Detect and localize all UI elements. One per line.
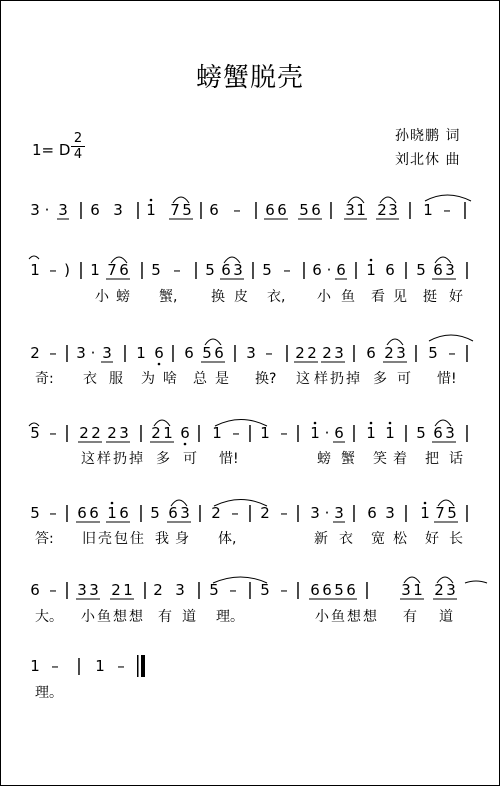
- lyric-syllable: 看: [371, 289, 385, 305]
- note: 2: [307, 344, 317, 362]
- barline: |: [284, 343, 290, 363]
- tie: [429, 335, 473, 341]
- note: 7: [170, 201, 180, 219]
- note: 3: [58, 201, 68, 219]
- dot: ·: [90, 344, 96, 362]
- note: 7: [107, 261, 117, 279]
- note: 7: [435, 504, 445, 522]
- notation-layer: [30, 199, 470, 701]
- note: 6: [336, 261, 346, 279]
- lyric-syllable: 好: [449, 289, 463, 305]
- note: 3: [446, 581, 456, 599]
- note: 6: [265, 201, 275, 219]
- barline: |: [464, 503, 470, 523]
- note: 6: [30, 581, 40, 599]
- note: 2: [322, 344, 332, 362]
- sustain-dash: –: [448, 344, 456, 362]
- note: 1: [413, 581, 423, 599]
- lyric-syllable: 松: [393, 531, 407, 547]
- note: 3: [233, 261, 243, 279]
- note: 1: [212, 424, 222, 442]
- lyric-syllable: 衣,: [267, 289, 286, 305]
- note: 6: [90, 201, 100, 219]
- lyric-syllable: 着: [393, 451, 407, 467]
- barline: |: [64, 503, 70, 523]
- slur-marks: [29, 195, 487, 583]
- lyric-syllable: 道: [182, 609, 196, 625]
- sustain-dash: –: [443, 201, 451, 219]
- lyric-syllable: 样: [97, 451, 111, 467]
- lyric-syllable: 皮: [234, 289, 248, 305]
- sustain-dash: –: [232, 424, 240, 442]
- note: 5: [209, 581, 219, 599]
- lyric-syllable: 好: [425, 531, 439, 547]
- barline: |: [250, 260, 256, 280]
- lyric-syllable: 想: [129, 609, 143, 625]
- lyric-syllable: 为: [141, 371, 155, 387]
- barline: |: [295, 423, 301, 443]
- note: 6: [346, 581, 356, 599]
- lyric-syllable: 鱼: [331, 609, 345, 625]
- lyric-syllable: 新: [314, 531, 328, 547]
- lyric-syllable: 衣: [339, 531, 353, 547]
- high-octave-dot: [370, 422, 373, 425]
- lyric-syllable: 多: [373, 371, 387, 387]
- barline: |: [464, 343, 470, 363]
- lyric-syllable: 宽: [371, 531, 385, 547]
- note: 6: [311, 201, 321, 219]
- note: 1: [366, 261, 376, 279]
- lyric-syllable: 挺: [423, 289, 437, 305]
- lyric-syllable: 答:: [35, 531, 54, 547]
- note: 6: [310, 581, 320, 599]
- sustain-dash: –: [280, 424, 288, 442]
- barline: |: [247, 503, 253, 523]
- barline: |: [196, 423, 202, 443]
- barline: |: [301, 260, 307, 280]
- sustain-dash: –: [49, 581, 57, 599]
- lyric-syllable: 理。: [35, 685, 63, 701]
- barline: |: [464, 260, 470, 280]
- lyric-syllable: 掉: [346, 371, 360, 387]
- lyric-syllable: 鱼: [97, 609, 111, 625]
- barline: |: [64, 580, 70, 600]
- tie: [215, 420, 267, 427]
- note: 6: [221, 261, 231, 279]
- sustain-dash: –: [173, 261, 181, 279]
- barline: |: [139, 260, 145, 280]
- lyric-syllable: 这: [296, 371, 310, 387]
- sustain-dash: –: [49, 344, 57, 362]
- lyric-syllable: 总: [193, 371, 207, 387]
- lyric-syllable: 我: [155, 531, 169, 547]
- high-octave-dot: [150, 199, 153, 202]
- meter-denominator: 4: [73, 147, 83, 162]
- barline: |: [232, 343, 238, 363]
- lyric-syllable: 把: [425, 451, 439, 467]
- lyric-syllable: 大。: [35, 609, 63, 625]
- note: 6: [89, 504, 99, 522]
- lyric-syllable: 扔: [330, 371, 344, 387]
- note: 3: [334, 504, 344, 522]
- note: 5: [262, 261, 272, 279]
- note: 2: [79, 424, 89, 442]
- barline: |: [196, 580, 202, 600]
- note: 3: [445, 424, 455, 442]
- sustain-dash: –: [265, 344, 273, 362]
- note: 3: [30, 201, 40, 219]
- sustain-dash: –: [49, 424, 57, 442]
- note: 3: [175, 581, 185, 599]
- lyric-syllable: 长: [449, 531, 463, 547]
- note: 3: [310, 504, 320, 522]
- note: 1: [310, 424, 320, 442]
- note: 1: [90, 261, 100, 279]
- note: 5: [202, 344, 212, 362]
- note: 6: [180, 424, 190, 442]
- note: 3: [119, 424, 129, 442]
- note: 5: [299, 201, 309, 219]
- note: 3: [76, 344, 86, 362]
- lyric-syllable: 服: [109, 371, 123, 387]
- lyric-syllable: 理。: [216, 609, 244, 625]
- note: 6: [334, 424, 344, 442]
- note: 2: [434, 581, 444, 599]
- barline: |: [170, 343, 176, 363]
- barline: |: [403, 260, 409, 280]
- barline: |: [364, 580, 370, 600]
- barline: |: [142, 580, 148, 600]
- note: 6: [433, 261, 443, 279]
- tie: [29, 256, 39, 259]
- note: 1: [163, 424, 173, 442]
- note: 5: [205, 261, 215, 279]
- sustain-dash: –: [49, 504, 57, 522]
- note: 3: [396, 344, 406, 362]
- lyric-syllable: 小: [95, 289, 109, 305]
- composer-credit: 刘北休 曲: [395, 152, 461, 168]
- high-octave-dot: [424, 502, 427, 505]
- note: 5: [30, 424, 40, 442]
- note: 6: [322, 581, 332, 599]
- note: 6: [214, 344, 224, 362]
- barline: |: [197, 503, 203, 523]
- note: 6: [312, 261, 322, 279]
- lyric-syllable: 住: [130, 531, 144, 547]
- lyric-syllable: 小: [315, 609, 329, 625]
- barline: |: [328, 200, 334, 220]
- barline: |: [351, 343, 357, 363]
- barline: |: [122, 343, 128, 363]
- note: 2: [151, 424, 161, 442]
- barline: |: [138, 503, 144, 523]
- barline: |: [78, 260, 84, 280]
- note: 5: [30, 504, 40, 522]
- note: 1: [260, 424, 270, 442]
- lyric-syllable: 想: [363, 609, 377, 625]
- barline: |: [403, 423, 409, 443]
- lyric-syllable: 壳: [98, 531, 112, 547]
- barline: |: [351, 423, 357, 443]
- barline: |: [295, 580, 301, 600]
- lyric-syllable: 啥: [163, 371, 177, 387]
- high-octave-dot: [370, 259, 373, 262]
- song-title: 螃蟹脱壳: [195, 63, 304, 93]
- barline: |: [247, 423, 253, 443]
- note: 3: [113, 201, 123, 219]
- note: 6: [209, 201, 219, 219]
- meter-numerator: 2: [73, 131, 83, 146]
- barline: |: [462, 200, 468, 220]
- barline: |: [78, 200, 84, 220]
- note: 5: [428, 344, 438, 362]
- tie: [213, 577, 267, 583]
- sustain-dash: –: [280, 581, 288, 599]
- note: 3: [445, 261, 455, 279]
- barline: |: [138, 423, 144, 443]
- note: 5: [447, 504, 457, 522]
- barline: |: [135, 200, 141, 220]
- note: 1: [146, 201, 156, 219]
- sustain-dash: –: [49, 261, 57, 279]
- barline: |: [403, 503, 409, 523]
- lyric-syllable: 有: [403, 609, 417, 625]
- lyric-syllable: 话: [449, 451, 463, 467]
- barline: |: [198, 200, 204, 220]
- repeat-close: ): [64, 261, 70, 279]
- lyric-syllable: 样: [314, 371, 328, 387]
- tie: [465, 581, 487, 583]
- lyric-syllable: 体,: [218, 531, 237, 547]
- note: 3: [401, 581, 411, 599]
- note: 5: [150, 504, 160, 522]
- barline: |: [193, 260, 199, 280]
- sustain-dash: –: [51, 657, 59, 675]
- lyric-syllable: 有: [158, 609, 172, 625]
- lyric-syllable: 包: [114, 531, 128, 547]
- notation-staff: [1, 1, 500, 787]
- lyric-syllable: 见: [393, 289, 407, 305]
- lyric-syllable: 这: [81, 451, 95, 467]
- note: 3: [89, 581, 99, 599]
- note: 6: [168, 504, 178, 522]
- lyric-syllable: 想: [347, 609, 361, 625]
- low-octave-dot: [158, 363, 161, 366]
- note: 3: [180, 504, 190, 522]
- note: 3: [385, 504, 395, 522]
- note: 2: [30, 344, 40, 362]
- lyric-syllable: 螃: [317, 451, 331, 467]
- dot: ·: [324, 424, 330, 442]
- lyric-syllable: 道: [439, 609, 453, 625]
- lyric-syllable: 扔: [113, 451, 127, 467]
- lyric-syllable: 鱼: [341, 289, 355, 305]
- barline: |: [295, 503, 301, 523]
- note: 2: [111, 581, 121, 599]
- barline: |: [64, 343, 70, 363]
- note: 2: [260, 504, 270, 522]
- note: 6: [385, 261, 395, 279]
- note: 1: [123, 581, 133, 599]
- note: 1: [366, 424, 376, 442]
- note: 2: [153, 581, 163, 599]
- note: 1: [107, 504, 117, 522]
- lyric-syllable: 惜!: [437, 371, 457, 387]
- lyric-syllable: 小: [317, 289, 331, 305]
- barline: |: [413, 343, 419, 363]
- note: 6: [184, 344, 194, 362]
- lyric-syllable: 可: [183, 451, 197, 467]
- barline: |: [253, 200, 259, 220]
- final-barline: [137, 655, 145, 677]
- note: 6: [433, 424, 443, 442]
- note: 2: [211, 504, 221, 522]
- note: 2: [107, 424, 117, 442]
- note: 2: [384, 344, 394, 362]
- high-octave-dot: [314, 422, 317, 425]
- note: 5: [416, 261, 426, 279]
- note: 6: [366, 344, 376, 362]
- note: 6: [119, 504, 129, 522]
- note: 5: [151, 261, 161, 279]
- high-octave-dot: [389, 422, 392, 425]
- note: 1: [30, 261, 40, 279]
- lyric-syllable: 是: [215, 371, 229, 387]
- note: 5: [334, 581, 344, 599]
- lyric-syllable: 笑: [373, 451, 387, 467]
- sustain-dash: –: [280, 504, 288, 522]
- key-signature: 1= D: [32, 141, 71, 159]
- lyric-syllable: 想: [113, 609, 127, 625]
- note: 3: [102, 344, 112, 362]
- note: 5: [416, 424, 426, 442]
- lyric-syllable: 多: [156, 451, 170, 467]
- lyric-syllable: 旧: [82, 531, 96, 547]
- low-octave-dot: [184, 443, 187, 446]
- lyric-syllable: 小: [81, 609, 95, 625]
- lyricist-credit: 孙晓鹏 词: [395, 128, 461, 144]
- barline: |: [353, 260, 359, 280]
- note: 3: [388, 201, 398, 219]
- dot: ·: [326, 261, 332, 279]
- lyric-syllable: 换?: [255, 371, 277, 387]
- note: 6: [119, 261, 129, 279]
- barline: |: [76, 656, 82, 676]
- note: 3: [334, 344, 344, 362]
- lyric-syllable: 惜!: [219, 451, 239, 467]
- lyric-syllable: 蟹,: [159, 289, 178, 305]
- note: 3: [246, 344, 256, 362]
- lyric-syllable: 蟹: [341, 451, 355, 467]
- barline: |: [351, 503, 357, 523]
- dot: ·: [44, 201, 50, 219]
- note: 1: [30, 657, 40, 675]
- lyric-syllable: 衣: [83, 371, 97, 387]
- note: 1: [423, 201, 433, 219]
- note: 2: [91, 424, 101, 442]
- note: 1: [385, 424, 395, 442]
- note: 3: [345, 201, 355, 219]
- note: 6: [367, 504, 377, 522]
- barline: |: [64, 423, 70, 443]
- lyric-syllable: 换: [211, 289, 225, 305]
- note: 2: [377, 201, 387, 219]
- note: 1: [420, 504, 430, 522]
- barline: |: [464, 423, 470, 443]
- lyric-syllable: 奇:: [35, 371, 54, 387]
- high-octave-dot: [111, 502, 114, 505]
- sustain-dash: –: [229, 581, 237, 599]
- note: 5: [260, 581, 270, 599]
- note: 6: [277, 201, 287, 219]
- note: 6: [77, 504, 87, 522]
- note: 1: [136, 344, 146, 362]
- tie: [214, 500, 267, 507]
- lyric-syllable: 螃: [116, 289, 130, 305]
- note: 3: [77, 581, 87, 599]
- lyric-syllable: 身: [175, 531, 189, 547]
- lyric-syllable: 可: [397, 371, 411, 387]
- sustain-dash: –: [283, 261, 291, 279]
- note: 5: [182, 201, 192, 219]
- sustain-dash: –: [117, 657, 125, 675]
- note: 1: [95, 657, 105, 675]
- barline: |: [407, 200, 413, 220]
- note: 1: [356, 201, 366, 219]
- lyric-syllable: 掉: [129, 451, 143, 467]
- note: 2: [295, 344, 305, 362]
- dot: ·: [324, 504, 330, 522]
- note: 6: [154, 344, 164, 362]
- sustain-dash: –: [233, 201, 241, 219]
- sustain-dash: –: [231, 504, 239, 522]
- barline: |: [247, 580, 253, 600]
